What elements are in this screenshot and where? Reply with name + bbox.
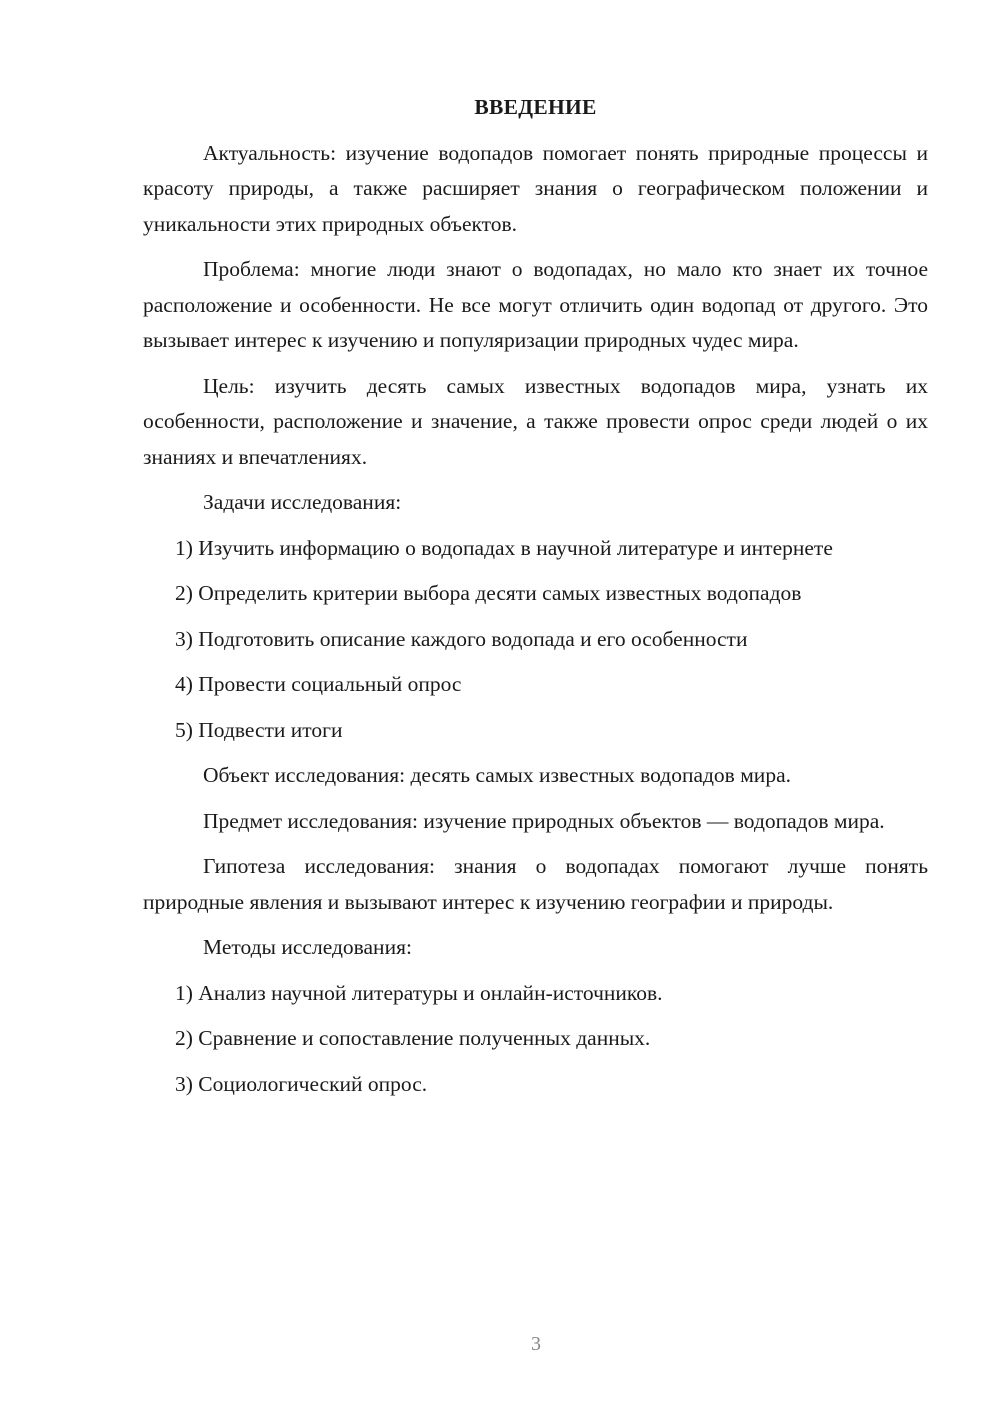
task-item-5: 5) Подвести итоги bbox=[175, 717, 343, 742]
task-item-2: 2) Определить критерии выбора десяти самых известных водопадов bbox=[175, 581, 802, 605]
goal-paragraph: Цель: изучить десять самых известных водопадов мира, узнать их особенности, расположение и значение, а также провести опрос среди людей о их знаниях и впечатлениях. bbox=[143, 373, 928, 469]
problem-paragraph: Проблема: многие люди знают о водопадах, но мало кто знает их точное расположение и особенности. Не все могут отличить один водопад от другого. Это вызывает интерес к изучению и популяризации природных чудес мира. bbox=[143, 257, 928, 352]
task-item-4: 4) Провести социальный опрос bbox=[175, 672, 462, 696]
page-number: 3 bbox=[531, 1333, 541, 1355]
section-heading: ВВЕДЕНИЕ bbox=[474, 95, 597, 119]
tasks-heading: Задачи исследования: bbox=[203, 490, 402, 514]
document-page bbox=[143, 90, 928, 1112]
subject-paragraph: Предмет исследования: изучение природных объектов — водопадов мира. bbox=[203, 808, 885, 833]
hypothesis-paragraph: Гипотеза исследования: знания о водопадах помогают лучше понять природные явления и вызывают интерес к изучению географии и природы. bbox=[143, 854, 928, 914]
method-item-3: 3) Социологический опрос. bbox=[175, 1071, 428, 1096]
task-item-3: 3) Подготовить описание каждого водопада и его особенности bbox=[175, 626, 748, 651]
method-item-1: 1) Анализ научной литературы и онлайн-источников. bbox=[175, 980, 663, 1005]
methods-heading: Методы исследования: bbox=[203, 935, 412, 959]
object-paragraph: Объект исследования: десять самых известных водопадов мира. bbox=[203, 763, 791, 787]
relevance-paragraph: Актуальность: изучение водопадов помогает понять природные процессы и красоту природы, а также расширяет знания о географическом положении и уникальности этих природных объектов. bbox=[143, 140, 928, 236]
task-item-1: 1) Изучить информацию о водопадах в научной литературе и интернете bbox=[175, 535, 833, 560]
method-item-2: 2) Сравнение и сопоставление полученных данных. bbox=[175, 1026, 651, 1050]
